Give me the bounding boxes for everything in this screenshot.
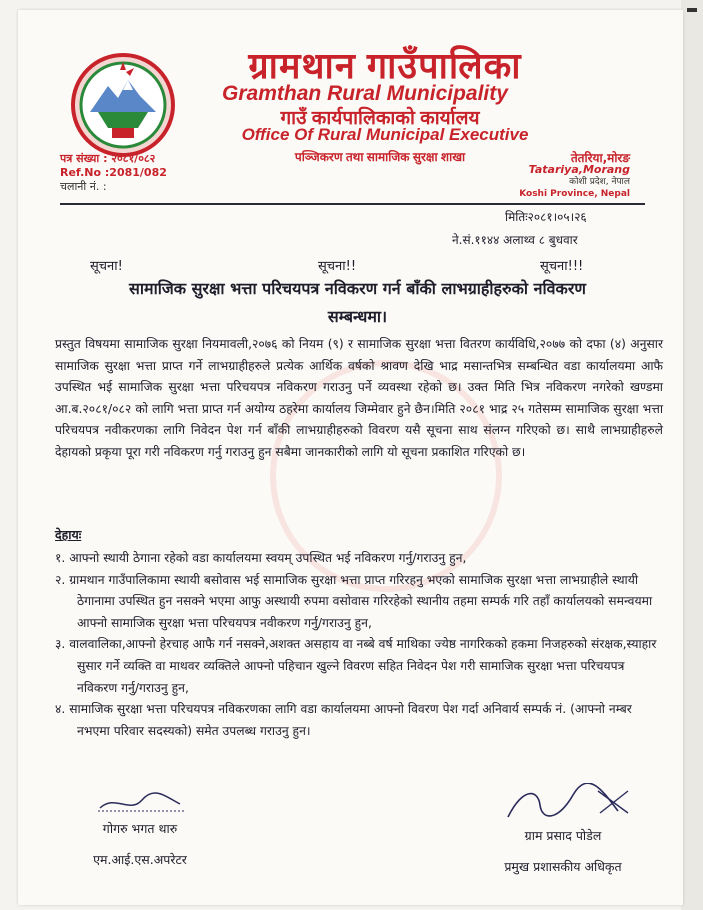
reference-block: [60, 152, 167, 194]
header-divider: [60, 203, 645, 205]
list-item: ४. सामाजिक सुरक्षा भत्ता परिचयपत्र नविकरणका लागि वडा कार्यालयमा आफ्नो विवरण पेश गर्दा अनिवार्य सम्पर्क नं. (आफ्नो नम्बर नभएमा परिवार सदस्यको) समेत उपलब्ध गराउनु हुन।: [55, 702, 632, 738]
office-name-np: गाउँ कार्यपालिकाको कार्यालय: [280, 108, 480, 129]
date-ns: ने.सं.११४४ अलाथ्व ८ बुधवार: [452, 233, 578, 247]
municipality-name-en: Gramthan Rural Municipality: [222, 82, 508, 105]
document-title: [55, 275, 660, 331]
date-bs: मितिः२०८१।०५।२६: [505, 210, 587, 224]
address-block: [480, 152, 630, 200]
instruction-list: [55, 548, 663, 742]
province-en: Koshi Province, Nepal: [519, 189, 630, 199]
list-item: १. आफ्नो स्थायी ठेगाना रहेको वडा कार्यालयमा स्वयम् उपस्थित भई नविकरण गर्नु/गराउनु हुन,: [55, 551, 467, 565]
notice-label-2: सूचना!!: [318, 259, 357, 274]
list-item: २. ग्रामथान गाउँपालिकामा स्थायी बसोवास भई सामाजिक सुरक्षा भत्ता प्राप्त गरिरहनु भएको सामाजिक सुरक्षा भत्ता लाभग्राहीले स्थायी ठेगानामा उपस्थित हुन नसक्ने भएमा आफु अस्थायी रुपमा वसोवास गरिरहेको स्थानीय तहमा सम्पर्क गरि तहाँ कार्यालयको समन्वयमा आफ्नो सामाजिक सुरक्षा भत्ता परिचयपत्र नवीकरण गर्नु/गराउनु हुन,: [55, 572, 653, 630]
page-edge: [681, 0, 703, 910]
signature-block-left: [55, 790, 225, 868]
address-en: Tatariya,Morang: [528, 163, 630, 176]
edge-mark: [687, 8, 697, 12]
title-line-1: सामाजिक सुरक्षा भत्ता परिचयपत्र नविकरण गर्न बाँकी लाभग्राहीहरुको नविकरण: [129, 279, 586, 298]
list-item: ३. वालवालिका,आफ्नो हेरचाह आफै गर्न नसक्ने,अशक्त असहाय वा नब्बे वर्ष माथिका ज्येष्ठ नागरिकको हकमा निजहरुको संरक्षक,स्याहार सुसार गर्ने व्यक्ति वा माथवर व्यक्तिले आफ्नो पहिचान खुल्ने विवरण सहित निवेदन पेश गरी सामाजिक सुरक्षा भत्ता परिचयपत्र नविकरण गर्नु/गराउनु हुन,: [55, 637, 657, 695]
municipality-name-np: ग्रामथान गाउँपालिका: [248, 45, 522, 86]
signature-right-icon: [478, 783, 648, 823]
nepal-emblem-icon: [68, 50, 178, 160]
signature-block-right: [468, 783, 658, 875]
dehay-label: देहायः: [55, 527, 82, 542]
signature-left-icon: [80, 790, 200, 816]
right-signatory-title: प्रमुख प्रशासकीय अधिकृत: [504, 859, 622, 874]
patra-sankhya: पत्र संख्या : २०८१/०८२: [60, 152, 156, 165]
office-name-en: Office Of Rural Municipal Executive: [241, 125, 529, 144]
notice-label-3: सूचना!!!: [540, 259, 584, 274]
section-name: पञ्जिकरण तथा सामाजिक सुरक्षा शाखा: [294, 150, 466, 164]
ref-number: Ref.No :2081/082: [60, 166, 167, 179]
province-np: कोशी प्रदेश, नेपाल: [569, 177, 630, 187]
left-signatory-name: गोगरु भगत थारु: [102, 821, 178, 836]
chalani-number: चलानी नं. :: [60, 180, 107, 193]
body-paragraph: प्रस्तुत विषयमा सामाजिक सुरक्षा नियमावली,२०७६ को नियम (९) र सामाजिक सुरक्षा भत्ता वितरण कार्यविधि,२०७७ को दफा (४) अनुसार सामाजिक सुरक्षा भत्ता प्राप्त गर्ने लाभग्राहीहरुले प्रत्येक आर्थिक वर्षको श्रावण देखि भाद्र मसान्तभित्र सम्बन्धित वडा कार्यालयमा आफै उपस्थित भई सामाजिक सुरक्षा भत्ता परिचयपत्र नविकरण गराउनु पर्ने व्यवस्था रहेको छ। उक्त मिति भित्र नविकरण नगरेको खण्डमा आ.ब.२०८१/०८२ को लागि भत्ता प्राप्त गर्न अयोग्य ठहरेमा कार्यालय जिम्मेवार हुने छैन।मिति २०८१ भाद्र २५ गतेसम्म सामाजिक सुरक्षा भत्ता परिचयपत्र नवीकरणका लागि निवेदन पेश गर्न बाँकी लाभग्राहीहरुको विवरण यसै सूचना साथ संलग्न गरिएको छ। साथै लाभग्राहीहरुले देहायको प्रकृया पूरा गरी नविकरण गर्नु गराउनु हुन सबैमा जानकारीको लागि यो सूचना प्रकाशित गरिएको छ।: [55, 337, 663, 459]
right-signatory-name: ग्राम प्रसाद पोडेल: [524, 828, 602, 843]
left-signatory-title: एम.आई.एस.अपरेटर: [93, 852, 187, 867]
address-np: तेतरिया,मोरङ: [570, 151, 630, 165]
title-line-2: सम्बन्धमा।: [327, 307, 388, 326]
notice-label-1: सूचना!: [90, 259, 123, 274]
